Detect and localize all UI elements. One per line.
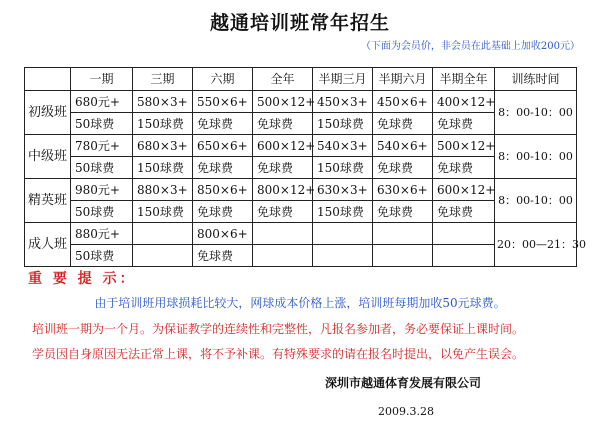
notice-line-ball-fee: 由于培训班用球损耗比较大，网球成本价格上涨，培训班每期加收50元球费。 [94,296,506,310]
fee-cell: 150球费 [133,113,193,135]
fee-cell [433,245,495,267]
fee-cell: 免球费 [433,113,495,135]
price-cell [313,223,373,245]
header-row [25,68,577,91]
fee-cell [373,245,433,267]
fee-cell: 150球费 [313,113,373,135]
price-cell: 550×6+ [193,91,253,113]
price-cell: 850×6+ [193,179,253,201]
price-cell [433,223,495,245]
fee-cell [133,245,193,267]
price-cell: 680元+ [71,91,133,113]
fee-cell: 免球费 [193,157,253,179]
header-half-full-year: 半期全年 [433,68,495,91]
price-cell: 500×12+ [253,91,313,113]
fee-cell [313,245,373,267]
price-cell [373,223,433,245]
table-row [25,91,577,113]
header-half-three-months: 半期三月 [313,68,373,91]
price-cell: 400×12+ [433,91,495,113]
table-row [25,179,577,201]
fee-cell: 50球费 [71,245,133,267]
header-six-periods: 六期 [193,68,253,91]
fee-cell: 免球费 [193,201,253,223]
fee-cell: 免球费 [373,113,433,135]
price-cell: 800×12+ [253,179,313,201]
header-one-period: 一期 [71,68,133,91]
price-cell: 540×3+ [313,135,373,157]
fee-cell: 150球费 [313,157,373,179]
issue-date: 2009.3.28 [378,405,434,418]
price-cell [133,223,193,245]
table-row-sub [25,201,577,223]
table-row-sub [25,157,577,179]
fee-cell: 50球费 [71,113,133,135]
fee-cell: 免球费 [373,157,433,179]
header-corner [25,68,71,91]
table-row [25,223,577,245]
fee-cell: 免球费 [373,201,433,223]
fee-cell [253,245,313,267]
price-cell: 450×3+ [313,91,373,113]
row-name: 成人班 [25,223,71,267]
fee-cell: 150球费 [133,157,193,179]
table-row-sub [25,245,577,267]
price-cell: 800×6+ [193,223,253,245]
page-title: 越通培训班常年招生 [209,12,390,34]
price-cell: 880元+ [71,223,133,245]
training-time: 8：00-10：00 [495,135,577,179]
member-price-note: （下面为会员价，非会员在此基础上加收200元） [360,41,580,52]
fee-cell: 免球费 [433,157,495,179]
price-cell: 600×12+ [433,179,495,201]
row-name: 精英班 [25,179,71,223]
price-cell: 450×6+ [373,91,433,113]
price-cell: 680×3+ [133,135,193,157]
price-cell: 780元+ [71,135,133,157]
table-row-sub [25,113,577,135]
price-cell: 630×3+ [313,179,373,201]
fee-cell: 50球费 [71,201,133,223]
price-cell: 630×6+ [373,179,433,201]
header-training-time: 训练时间 [495,68,577,91]
price-cell: 600×12+ [253,135,313,157]
fee-cell: 免球费 [253,201,313,223]
fee-cell: 150球费 [313,201,373,223]
company-name: 深圳市越通体育发展有限公司 [325,376,482,390]
fee-cell: 免球费 [433,201,495,223]
header-three-periods: 三期 [133,68,193,91]
header-half-six-months: 半期六月 [373,68,433,91]
row-name: 中级班 [25,135,71,179]
price-cell [253,223,313,245]
price-cell: 650×6+ [193,135,253,157]
fee-cell: 50球费 [71,157,133,179]
table-row [25,135,577,157]
price-table [24,67,586,267]
fee-cell: 免球费 [253,113,313,135]
training-time: 20：00—21：30 [495,223,577,267]
training-time: 8：00-10：00 [495,91,577,135]
training-time: 8：00-10：00 [495,179,577,223]
row-name: 初级班 [25,91,71,135]
price-cell: 880×3+ [133,179,193,201]
fee-cell: 免球费 [253,157,313,179]
fee-cell: 免球费 [193,245,253,267]
notice-heading: 重 要 提 示： [28,271,137,287]
price-cell: 980元+ [71,179,133,201]
price-cell: 540×6+ [373,135,433,157]
fee-cell: 150球费 [133,201,193,223]
notice-line-period: 培训班一期为一个月。为保证教学的连续性和完整性，凡报名参加者，务必要保证上课时间。 [32,322,525,336]
fee-cell: 免球费 [193,113,253,135]
notice-line-makeup: 学员因自身原因无法正常上课，将不予补课。有特殊要求的请在报名时提出，以免产生误会。 [32,347,525,361]
price-cell: 500×12+ [433,135,495,157]
header-full-year: 全年 [253,68,313,91]
price-cell: 580×3+ [133,91,193,113]
